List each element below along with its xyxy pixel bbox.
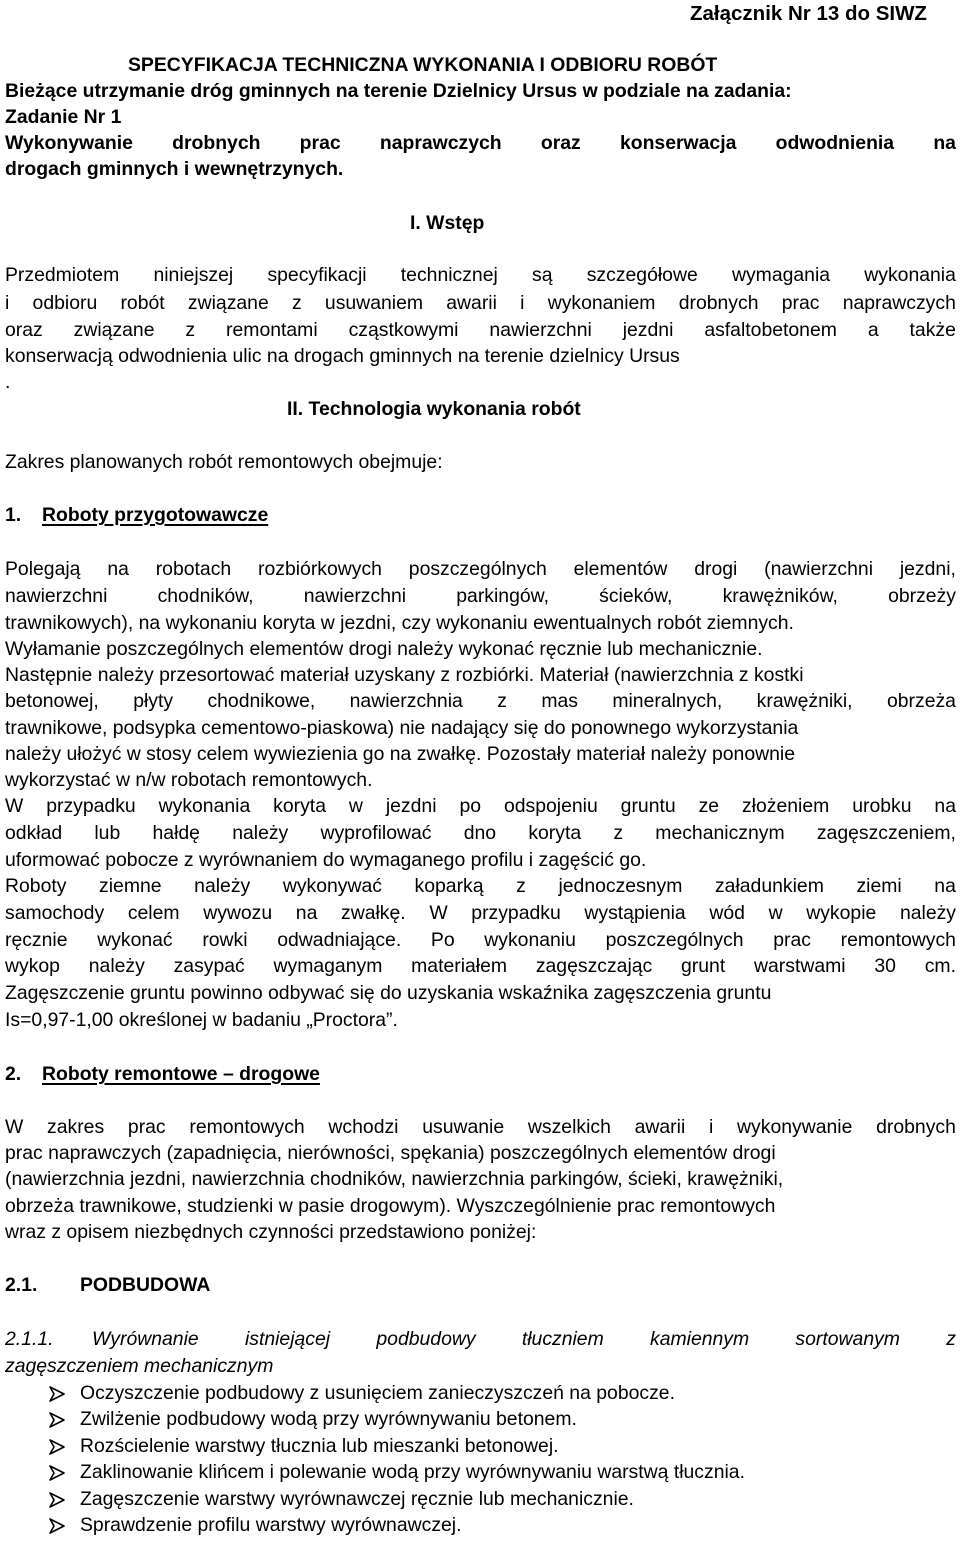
subsection-number: 2. xyxy=(5,1063,22,1085)
paragraph-line: Wyłamanie poszczególnych elementów drogi należy wykonać ręcznie lub mechanicznie. xyxy=(5,638,763,660)
task-label: Zadanie Nr 1 xyxy=(5,106,122,128)
arrowhead-bullet-icon xyxy=(47,1410,67,1430)
paragraph-line: i odbioru robót związane z usuwaniem awarii i wykonaniem drobnych prac naprawczych xyxy=(5,292,956,314)
task-description-line: Wykonywanie drobnych prac naprawczych oraz konserwacja odwodnienia na xyxy=(5,132,956,154)
paragraph-line: samochody celem wywozu na zwałkę. W przypadku wystąpienia wód w wykopie należy xyxy=(5,902,956,924)
paragraph-line: należy ułożyć w stosy celem wywiezienia go na zwałkę. Pozostały materiał należy ponownie xyxy=(5,743,795,765)
paragraph-line: (nawierzchnia jezdni, nawierzchnia chodników, nawierzchnia parkingów, ścieki, krawężniki, xyxy=(5,1168,784,1190)
list-item-text: Zagęszczenie warstwy wyrównawczej ręcznie lub mechanicznie. xyxy=(80,1488,634,1510)
paragraph-line: oraz związane z remontami cząstkowymi nawierzchni jezdni asfaltobetonem a także xyxy=(5,319,956,341)
list-item xyxy=(80,1410,577,1429)
list-item xyxy=(80,1490,634,1509)
list-item xyxy=(80,1437,559,1456)
paragraph-line: Przedmiotem niniejszej specyfikacji technicznej są szczegółowe wymagania wykonania xyxy=(5,264,956,286)
subsection-number: 1. xyxy=(5,504,22,526)
document-title: SPECYFIKACJA TECHNICZNA WYKONANIA I ODBIORU ROBÓT xyxy=(128,54,718,76)
list-item xyxy=(80,1516,462,1535)
paragraph-line: . xyxy=(5,371,11,393)
arrowhead-bullet-icon xyxy=(47,1516,67,1536)
document-subtitle: Bieżące utrzymanie dróg gminnych na terenie Dzielnicy Ursus w podziale na zadania: xyxy=(5,80,792,102)
paragraph-line: ręcznie wykonać rowki odwadniające. Po wykonaniu poszczególnych prac remontowych xyxy=(5,929,956,951)
list-item-text: Oczyszczenie podbudowy z usunięciem zanieczyszczeń na pobocze. xyxy=(80,1382,675,1404)
paragraph-line: Polegają na robotach rozbiórkowych poszczególnych elementów drogi (nawierzchni jezdni, xyxy=(5,558,956,580)
paragraph-line: Zagęszczenie gruntu powinno odbywać się do uzyskania wskaźnika zagęszczenia gruntu xyxy=(5,982,772,1004)
paragraph-line: betonowej, płyty chodnikowe, nawierzchnia z mas mineralnych, krawężniki, obrzeża xyxy=(5,690,956,712)
paragraph-line: W zakres prac remontowych wchodzi usuwanie wszelkich awarii i wykonywanie drobnych xyxy=(5,1116,956,1138)
list-item-text: Zaklinowanie klińcem i polewanie wodą przy wyrównywaniu warstwą tłucznia. xyxy=(80,1461,745,1483)
list-item xyxy=(80,1463,745,1482)
list-item-text: Sprawdzenie profilu warstwy wyrównawczej. xyxy=(80,1514,462,1536)
paragraph-line: odkład lub hałdę należy wyprofilować dno koryta z mechanicznym zagęszczeniem, xyxy=(5,822,956,844)
paragraph-line: uformować pobocze z wyrównaniem do wymaganego profilu i zagęścić go. xyxy=(5,849,647,871)
paragraph-line: prac naprawczych (zapadnięcia, nierówności, spękania) poszczególnych elementów drogi xyxy=(5,1142,776,1164)
arrowhead-bullet-icon xyxy=(47,1463,67,1483)
paragraph-line: trawnikowe, podsypka cementowo-piaskowa) nie nadający się do ponownego wykorzystania xyxy=(5,717,799,739)
subsection-title: Roboty remontowe – drogowe xyxy=(42,1063,320,1085)
annex-label: Załącznik Nr 13 do SIWZ xyxy=(690,2,927,25)
subsection-number: 2.1. xyxy=(5,1274,38,1296)
paragraph-line: obrzeża trawnikowe, studzienki w pasie drogowym). Wyszczególnienie prac remontowych xyxy=(5,1195,776,1217)
arrowhead-bullet-icon xyxy=(47,1384,67,1404)
subsection-title: Wyrównanie istniejącej podbudowy tłuczniem kamiennym sortowanym z xyxy=(92,1328,956,1350)
task-description-line: drogach gminnych i wewnętrzynych. xyxy=(5,158,344,180)
paragraph-line: wraz z opisem niezbędnych czynności przedstawiono poniżej: xyxy=(5,1221,537,1243)
paragraph-line: konserwacją odwodnienia ulic na drogach gminnych na terenie dzielnicy Ursus xyxy=(5,345,680,367)
subsection-number: 2.1.1. xyxy=(5,1328,54,1350)
paragraph-line: wykop należy zasypać wymaganym materiałem zagęszczając grunt warstwami 30 cm. xyxy=(5,955,956,977)
scope-intro: Zakres planowanych robót remontowych obejmuje: xyxy=(5,451,443,473)
arrowhead-bullet-icon xyxy=(47,1490,67,1510)
list-item xyxy=(80,1384,675,1403)
paragraph-line: W przypadku wykonania koryta w jezdni po odspojeniu gruntu ze złożeniem urobku na xyxy=(5,795,956,817)
paragraph-line: trawnikowych), na wykonaniu koryta w jezdni, czy wykonaniu ewentualnych robót ziemnych. xyxy=(5,612,794,634)
arrowhead-bullet-icon xyxy=(47,1437,67,1457)
subsection-title: PODBUDOWA xyxy=(80,1274,211,1296)
paragraph-line: Roboty ziemne należy wykonywać koparką z jednoczesnym załadunkiem ziemi na xyxy=(5,875,956,897)
subsection-title: zagęszczeniem mechanicznym xyxy=(5,1355,274,1377)
section-heading-intro: I. Wstęp xyxy=(410,212,485,234)
paragraph-line: nawierzchni chodników, nawierzchni parkingów, ścieków, krawężników, obrzeży xyxy=(5,585,956,607)
list-item-text: Zwilżenie podbudowy wodą przy wyrównywaniu betonem. xyxy=(80,1408,577,1430)
paragraph-line: Is=0,97-1,00 określonej w badaniu „Proctora”. xyxy=(5,1009,398,1031)
paragraph-line: Następnie należy przesortować materiał uzyskany z rozbiórki. Materiał (nawierzchnia z kostki xyxy=(5,664,804,686)
list-item-text: Rozścielenie warstwy tłucznia lub mieszanki betonowej. xyxy=(80,1435,559,1457)
paragraph-line: wykorzystać w n/w robotach remontowych. xyxy=(5,769,373,791)
subsection-title: Roboty przygotowawcze xyxy=(42,504,269,526)
section-heading-technology: II. Technologia wykonania robót xyxy=(287,398,581,420)
